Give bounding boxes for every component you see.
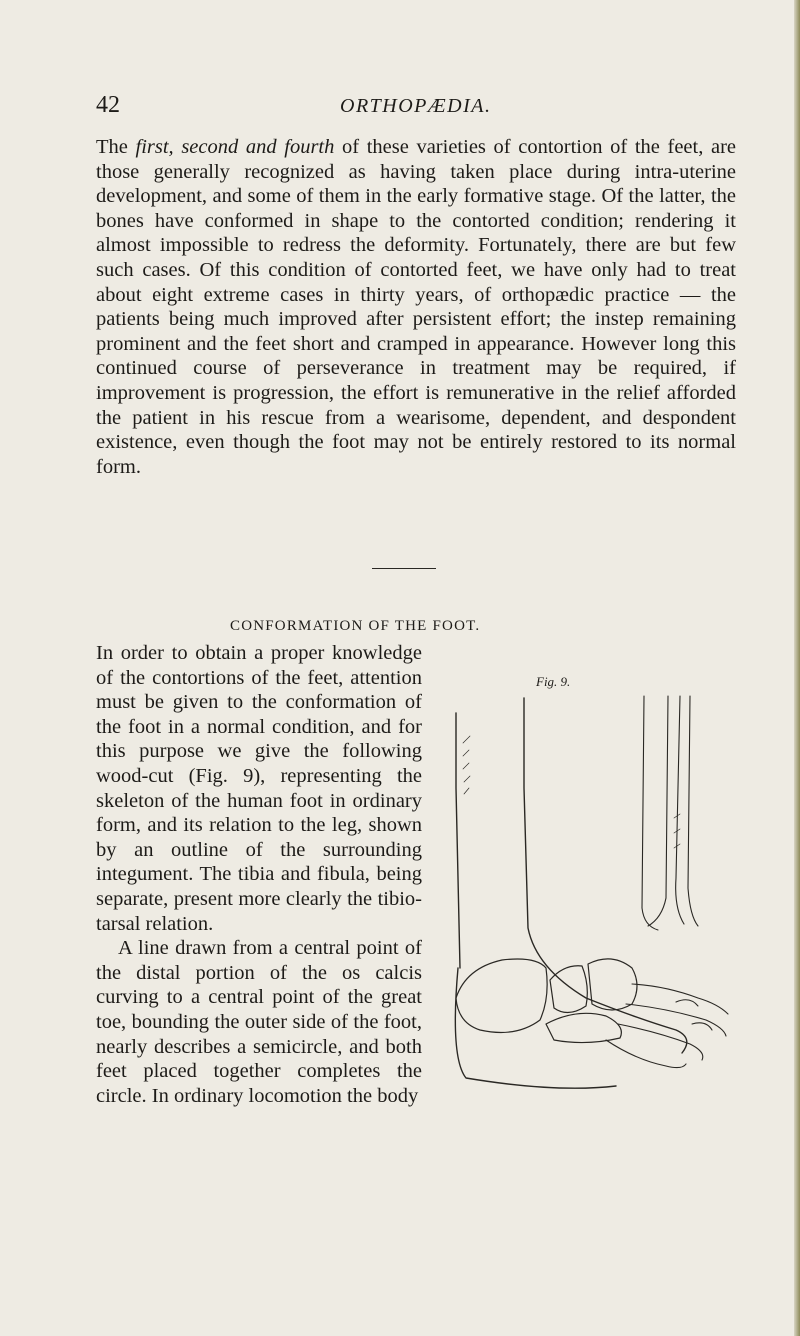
leg-integument-outline	[455, 698, 686, 1088]
paragraph-contortion-varieties	[96, 135, 736, 479]
page-edge	[794, 0, 800, 1336]
paragraph-body: of these varieties of contortion of the feet, are those generally recognized as having taken place during intra-uterine development, and some of them in the early formative stage. Of the latter, the bones have conformed in shape to the contorted condition; rendering it almost impossible to redress the deformity. Fortunately, there are but few such cases. Of this condition of contorted feet, we have only had to treat about eight extreme cases in thirty years, of orthopædic practice — the patients being much improved after persistent effort; the instep remaining prominent and the feet short and cramped in appearance. However long this continued course of perseverance in treatment may be required, if improvement is progression, the effort is remunerative in the relief afforded the patient in his rescue from a wearisome, dependent, and despondent existence, even though the foot may not be entirely restored to its normal form.	[96, 136, 737, 478]
foot-skeleton-figure	[436, 668, 736, 1093]
fibula-bone	[676, 696, 698, 926]
tibia-bone	[642, 696, 668, 930]
paragraph-calcis-line: A line drawn from a central point of the distal portion of the os calcis curving to a central point of the great toe, bounding the outer side of the foot, nearly describes a semicircle, and both feet placed together completes the circle. In ordinary locomotion the body	[96, 937, 422, 1107]
figure-label: Fig. 9.	[536, 674, 571, 689]
italic-terms: first, second and fourth	[135, 136, 335, 158]
metatarsal-and-phalanges	[606, 984, 728, 1068]
tarsal-bones	[456, 959, 637, 1043]
section-divider	[372, 568, 436, 569]
page-number: 42	[96, 92, 120, 118]
fibula-hatching	[463, 736, 680, 848]
paragraph-lead: The	[96, 136, 136, 158]
section-heading: CONFORMATION OF THE FOOT.	[230, 618, 481, 634]
running-head: ORTHOPÆDIA.	[340, 95, 492, 117]
paragraph-conformation-body: In order to obtain a proper knowledge of the contortions of the feet, attention must be given to the conformation of the foot in a normal condition, and for this purpose we give the following wood-cut (Fig. 9), representing the skeleton of the human foot in ordinary form, and its relation to the leg, shown by an outline of the surrounding integument. The tibia and fibula, being separate, present more clearly the tibio-tarsal relation.	[96, 642, 422, 935]
